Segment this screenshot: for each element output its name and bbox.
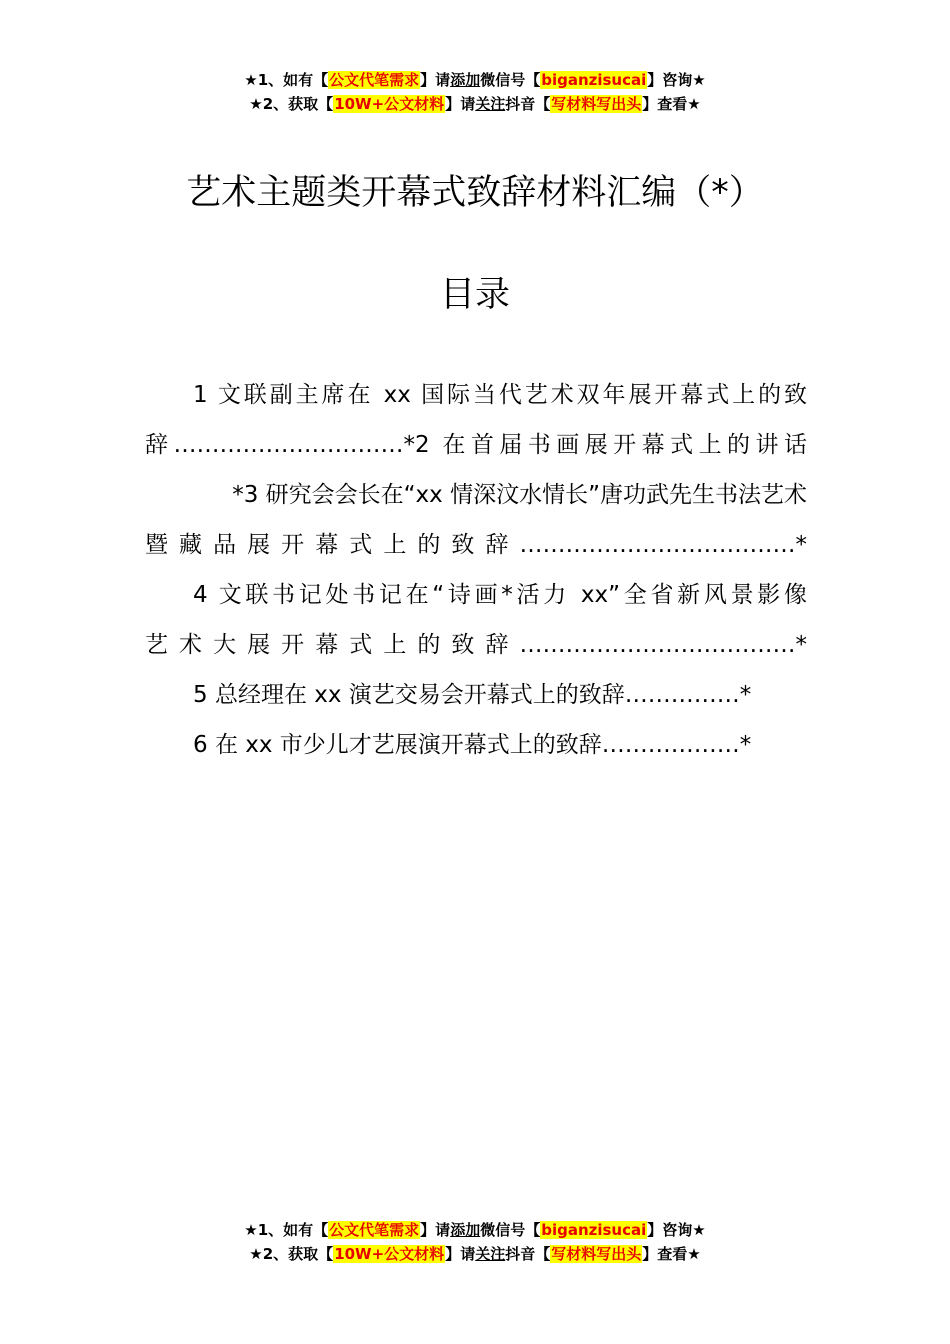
banner-underlined: 添加 [450,71,481,89]
banner-line-2 [0,92,950,116]
banner-text: ★2、获取【 [249,95,334,113]
toc-entry-4[interactable]: 4 文联书记处书记在“诗画*活力 xx”全省新风景影像 [193,582,807,608]
banner-text: 微信号【 [480,1221,541,1239]
banner-text: 】请 [420,71,451,89]
banner-underlined: 关注 [475,95,506,113]
banner-line-1 [0,68,950,92]
banner-text: ★1、如有【 [244,1221,329,1239]
top-banner [0,68,950,116]
banner-text: ★2、获取【 [249,1245,334,1263]
banner-text: ★1、如有【 [244,71,329,89]
banner-douyin-account: 写材料写出头 [551,1245,642,1263]
banner-text: 抖音【 [505,1245,551,1263]
toc-heading: 目录 [439,275,510,315]
banner-text: 】请 [445,95,476,113]
banner-douyin-account: 写材料写出头 [551,95,642,113]
banner-wechat-id: biganzisucai [541,71,647,89]
banner-underlined: 添加 [450,1221,481,1239]
banner-line-1 [0,1218,950,1242]
banner-underlined: 关注 [475,1245,506,1263]
table-of-contents [145,370,807,770]
toc-entry-3-continued[interactable]: 暨藏品展开幕式上的致辞………………………………* [145,532,807,558]
banner-text: 】咨询★ [647,1221,706,1239]
banner-highlight: 公文代笔需求 [329,71,420,89]
banner-text: 】查看★ [642,95,701,113]
banner-wechat-id: biganzisucai [541,1221,647,1239]
banner-text: 】请 [445,1245,476,1263]
banner-text: 】请 [420,1221,451,1239]
banner-text: 】查看★ [642,1245,701,1263]
banner-text: 抖音【 [505,95,551,113]
banner-text: 微信号【 [480,71,541,89]
toc-entry-1-continued[interactable]: 辞…………………………*2 在首届书画展开幕式上的讲话 [145,432,807,458]
document-title: 艺术主题类开幕式致辞材料汇编（*） [186,173,764,213]
banner-text: 】咨询★ [647,71,706,89]
banner-highlight: 公文代笔需求 [329,1221,420,1239]
toc-entry-6[interactable]: 6 在 xx 市少儿才艺展演开幕式上的致辞………………* [193,732,752,758]
toc-entry-1[interactable]: 1 文联副主席在 xx 国际当代艺术双年展开幕式上的致 [193,382,807,408]
toc-entry-3[interactable]: *3 研究会会长在“xx 情深汶水情长”唐功武先生书法艺术 [232,482,807,508]
bottom-banner [0,1218,950,1266]
banner-line-2 [0,1242,950,1266]
banner-highlight: 10W+公文材料 [334,1245,445,1263]
banner-highlight: 10W+公文材料 [334,95,445,113]
toc-entry-4-continued[interactable]: 艺术大展开幕式上的致辞………………………………* [145,632,807,658]
toc-entry-5[interactable]: 5 总经理在 xx 演艺交易会开幕式上的致辞……………* [193,682,752,708]
